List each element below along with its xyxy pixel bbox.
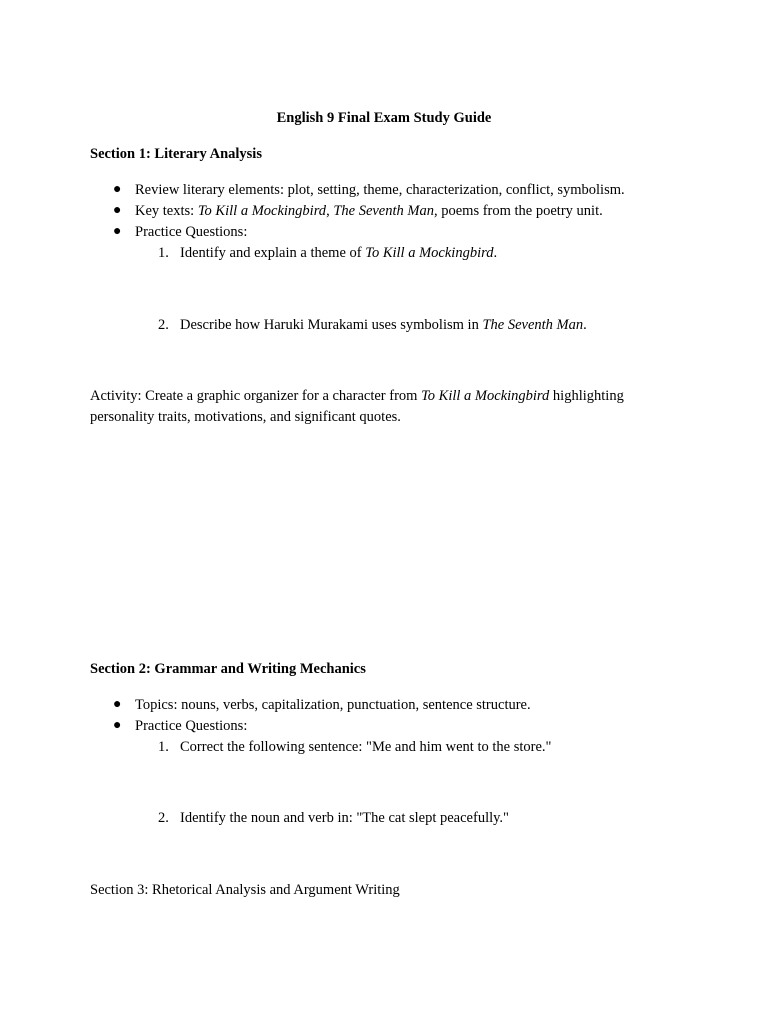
section-2-heading: Section 2: Grammar and Writing Mechanics	[90, 661, 366, 677]
key-text-2: The Seventh Man	[333, 203, 434, 219]
key-texts-separator: ,	[326, 203, 334, 219]
activity-prefix: Activity: Create a graphic organizer for a character from	[90, 388, 422, 404]
activity-line-1	[90, 387, 624, 405]
section-3-heading: Section 3: Rhetorical Analysis and Argument Writing	[90, 882, 400, 898]
bullet-icon: ●	[113, 718, 122, 733]
bullet-icon: ●	[113, 697, 122, 712]
section-1-bullet-3: Practice Questions:	[135, 224, 248, 240]
question-italic-title: To Kill a Mockingbird	[365, 245, 494, 261]
key-text-1: To Kill a Mockingbird	[197, 203, 327, 219]
question-suffix: .	[493, 245, 498, 261]
section-2-question-2: Identify the noun and verb in: "The cat slept peacefully."	[180, 810, 509, 826]
question-text: Describe how Haruki Murakami uses symbolism in	[180, 317, 483, 333]
bullet-icon: ●	[113, 224, 122, 239]
question-text: Identify and explain a theme of	[180, 245, 366, 261]
bullet-icon: ●	[113, 203, 122, 218]
section-1-bullet-2	[135, 202, 603, 220]
activity-italic-title: To Kill a Mockingbird	[421, 388, 550, 404]
question-number: 2.	[158, 317, 169, 333]
key-texts-prefix: Key texts:	[135, 203, 198, 219]
bullet-icon: ●	[113, 182, 122, 197]
section-2-bullet-1: Topics: nouns, verbs, capitalization, punctuation, sentence structure.	[135, 697, 531, 713]
section-2-question-1: Correct the following sentence: "Me and him went to the store."	[180, 739, 552, 755]
question-italic-title: The Seventh Man	[482, 317, 584, 333]
section-1-question-1	[180, 244, 497, 262]
activity-line-2: personality traits, motivations, and significant quotes.	[90, 409, 401, 425]
section-2-bullet-2: Practice Questions:	[135, 718, 248, 734]
question-number: 2.	[158, 810, 169, 826]
activity-suffix: highlighting	[549, 388, 624, 404]
section-1-question-2	[180, 316, 587, 334]
question-number: 1.	[158, 245, 169, 261]
question-number: 1.	[158, 739, 169, 755]
question-suffix: .	[583, 317, 587, 333]
section-1-heading: Section 1: Literary Analysis	[90, 146, 262, 162]
section-1-bullet-1: Review literary elements: plot, setting, theme, characterization, conflict, symbolism.	[135, 182, 625, 198]
document-title: English 9 Final Exam Study Guide	[276, 110, 492, 126]
key-texts-suffix: , poems from the poetry unit.	[433, 203, 603, 219]
